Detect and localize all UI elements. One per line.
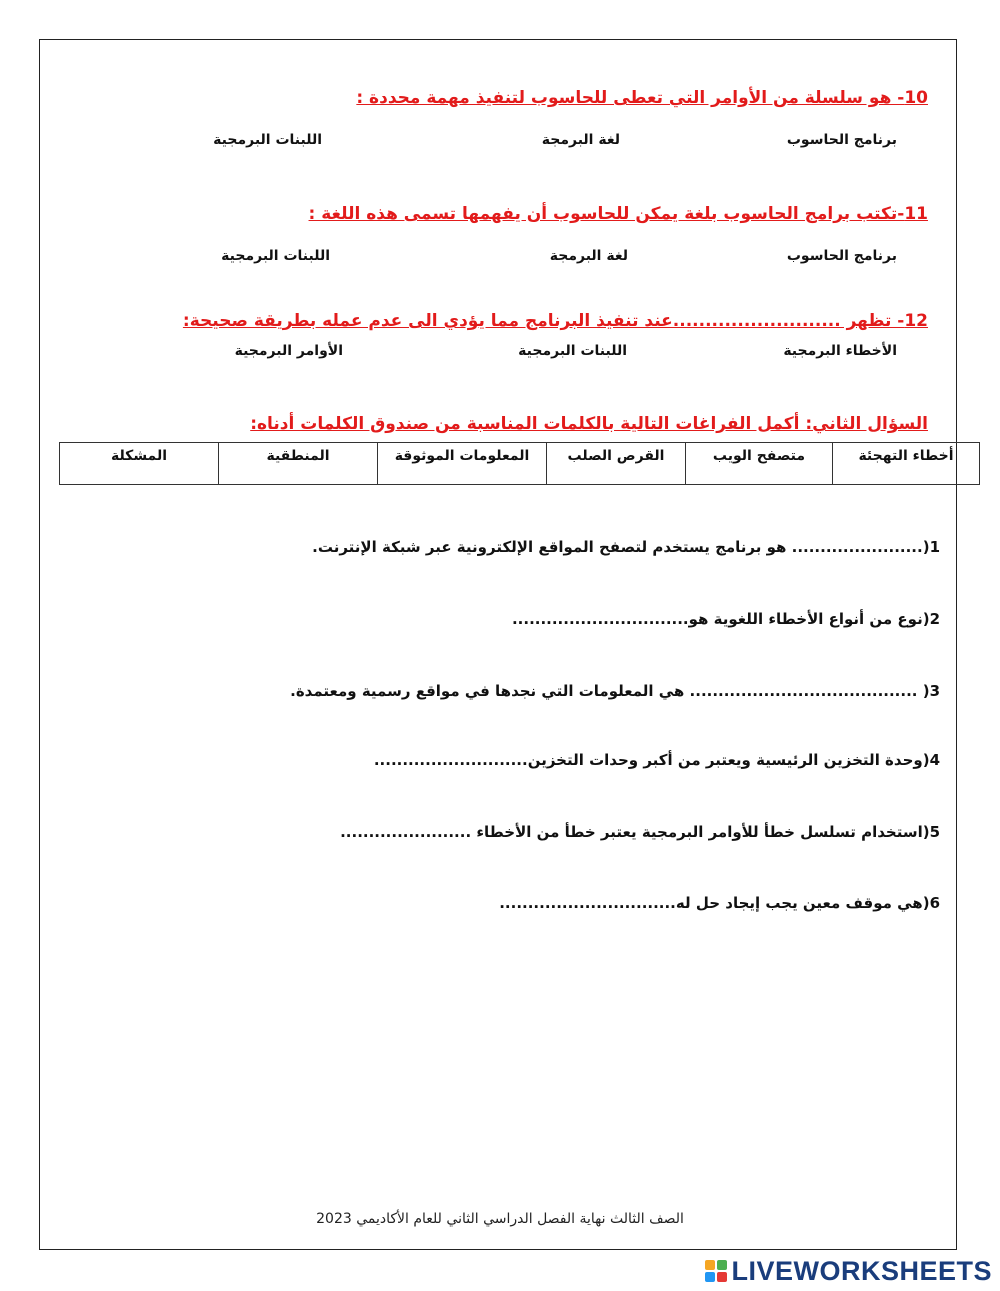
- page-footer: الصف الثالث نهاية الفصل الدراسي الثاني للعام الأكاديمي 2023: [316, 1211, 684, 1227]
- q12-option-1[interactable]: الأخطاء البرمجية: [783, 343, 897, 359]
- q10-option-1[interactable]: برنامج الحاسوب: [786, 132, 897, 148]
- fill-item-1[interactable]: 1(....................... هو برنامج يستخدم لتصفح المواقع الإلكترونية عبر شبكة الإنترنت.: [312, 538, 940, 556]
- q10-option-3[interactable]: اللبنات البرمجية: [213, 132, 322, 148]
- section-2-title: السؤال الثاني: أكمل الفراغات التالية بالكلمات المناسبة من صندوق الكلمات أدناه:: [250, 414, 928, 434]
- word-bank-item: متصفح الويب: [686, 443, 833, 485]
- fill-item-3[interactable]: 3( ........................................ هي المعلومات التي نجدها في مواقع رسمية ومعتمدة.: [290, 682, 940, 700]
- q11-option-1[interactable]: برنامج الحاسوب: [786, 248, 897, 264]
- word-bank-item: القرص الصلب: [547, 443, 686, 485]
- question-11-title: 11-تكتب برامج الحاسوب بلغة يمكن للحاسوب أن يفهمها تسمى هذه اللغة :: [308, 204, 928, 224]
- word-bank: [59, 442, 980, 485]
- fill-item-6[interactable]: 6(هي موقف معين يجب إيجاد حل له...............................: [499, 894, 940, 912]
- q12-option-3[interactable]: الأوامر البرمجية: [234, 343, 343, 359]
- question-12-title: 12- تظهر ..........................عند تنفيذ البرنامج مما يؤدي الى عدم عمله بطريقة صحيحة:: [182, 311, 928, 331]
- word-bank-item: المشكلة: [60, 443, 219, 485]
- q11-option-2[interactable]: لغة البرمجة: [549, 248, 628, 264]
- logo-square: [717, 1272, 727, 1282]
- liveworksheets-logo-icon: [705, 1260, 727, 1282]
- q12-option-2[interactable]: اللبنات البرمجية: [518, 343, 627, 359]
- word-bank-item: المعلومات الموثوقة: [378, 443, 547, 485]
- word-bank-item: المنطقية: [219, 443, 378, 485]
- question-10-title: 10- هو سلسلة من الأوامر التي تعطى للحاسوب لتنفيذ مهمة محددة :: [356, 88, 928, 108]
- logo-square: [705, 1260, 715, 1270]
- q11-option-3[interactable]: اللبنات البرمجية: [221, 248, 330, 264]
- fill-item-2[interactable]: 2(نوع من أنواع الأخطاء اللغوية هو...............................: [511, 610, 940, 628]
- liveworksheets-brand[interactable]: [705, 1255, 992, 1287]
- q10-option-2[interactable]: لغة البرمجة: [541, 132, 620, 148]
- fill-item-5[interactable]: 5(استخدام تسلسل خطأ للأوامر البرمجية يعتبر خطأ من الأخطاء .......................: [340, 823, 940, 841]
- brand-name: LIVEWORKSHEETS: [731, 1255, 992, 1286]
- word-bank-item: أخطاء التهجئة: [833, 443, 980, 485]
- logo-square: [705, 1272, 715, 1282]
- fill-item-4[interactable]: 4(وحدة التخزين الرئيسية ويعتبر من أكبر وحدات التخزين...........................: [373, 751, 940, 769]
- logo-square: [717, 1260, 727, 1270]
